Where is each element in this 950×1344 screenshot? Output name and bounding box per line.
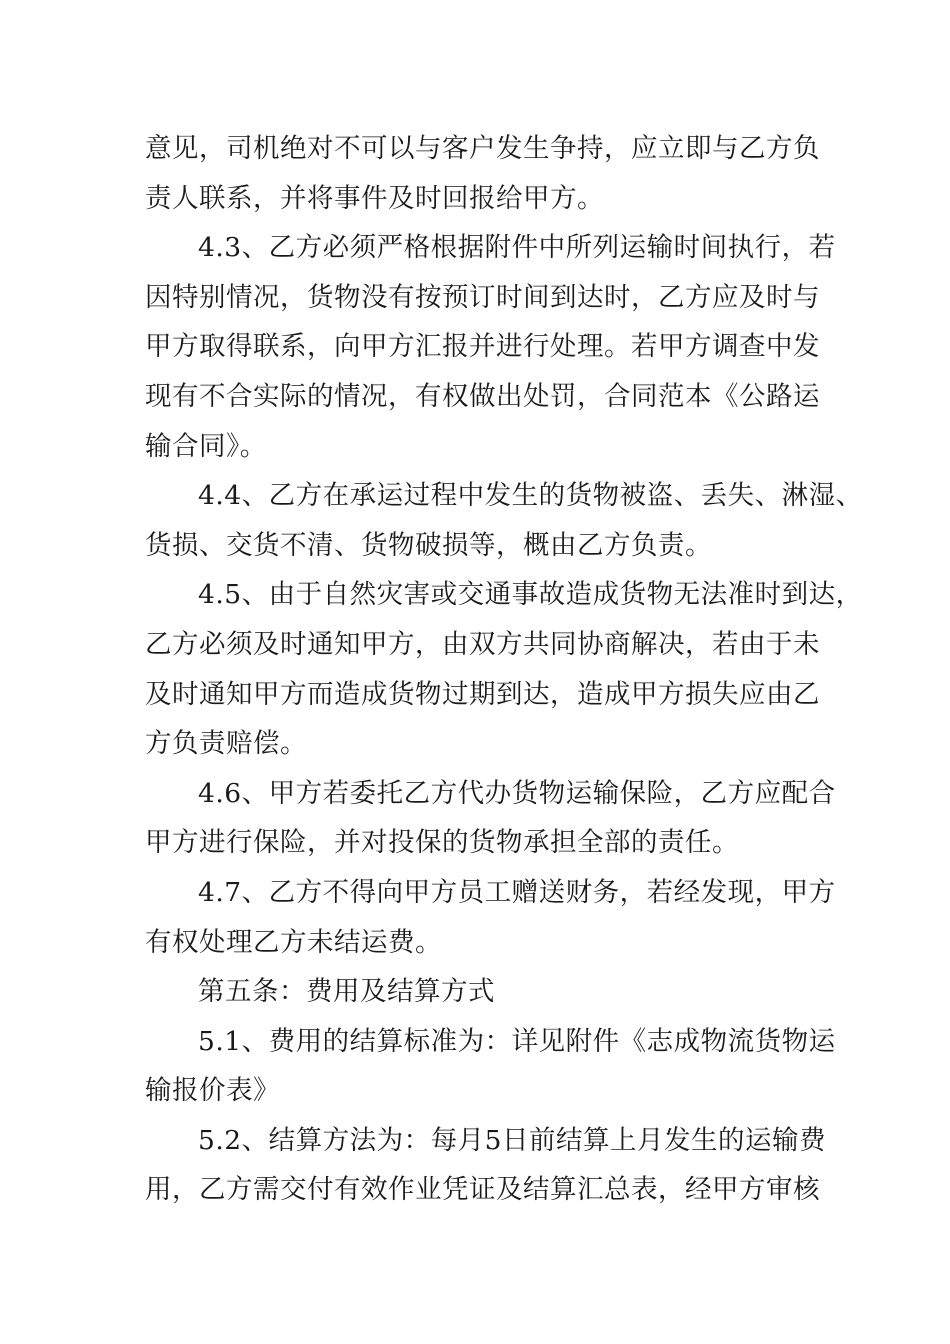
text-line: 乙方必须及时通知甲方，由双方共同协商解决，若由于未 [145, 628, 820, 660]
text-line: 及时通知甲方而造成货物过期到达，造成甲方损失应由乙 [145, 678, 820, 710]
clause-5-2-line: 5.2、结算方法为：每月5日前结算上月发生的运输费 [198, 1124, 827, 1156]
text-line: 甲方进行保险，并对投保的货物承担全部的责任。 [145, 827, 739, 859]
text-line: 因特别情况，货物没有按预订时间到达时，乙方应及时与 [145, 281, 820, 313]
clause-4-5-line: 4.5、由于自然灾害或交通事故造成货物无法准时到达， [198, 579, 863, 611]
clause-4-4-line: 4.4、乙方在承运过程中发生的货物被盗、丢失、淋湿、 [198, 480, 863, 512]
text-line: 责人联系，并将事件及时回报给甲方。 [145, 182, 604, 214]
text-line: 有权处理乙方未结运费。 [145, 926, 442, 958]
clause-4-6-line: 4.6、甲方若委托乙方代办货物运输保险，乙方应配合 [198, 777, 836, 809]
text-line: 意见，司机绝对不可以与客户发生争持，应立即与乙方负 [145, 133, 820, 164]
text-line: 甲方取得联系，向甲方汇报并进行处理。若甲方调查中发 [145, 331, 820, 363]
text-line: 方负责赔偿。 [145, 728, 307, 760]
clause-4-3-line: 4.3、乙方必须严格根据附件中所列运输时间执行，若 [198, 232, 836, 264]
text-line: 输合同》。 [145, 430, 267, 462]
text-line: 输报价表》 [145, 1075, 280, 1107]
clause-4-7-line: 4.7、乙方不得向甲方员工赠送财务，若经发现，甲方 [198, 876, 836, 908]
clause-5-1-line: 5.1、费用的结算标准为：详见附件《志成物流货物运 [198, 1025, 836, 1057]
text-line: 用，乙方需交付有效作业凭证及结算汇总表，经甲方审核 [145, 1174, 820, 1206]
document-body [145, 124, 863, 1215]
text-line: 现有不合实际的情况，有权做出处罚，合同范本《公路运 [145, 380, 820, 412]
section-5-heading: 第五条：费用及结算方式 [198, 976, 495, 1008]
text-line: 货损、交货不清、货物破损等，概由乙方负责。 [145, 529, 712, 561]
